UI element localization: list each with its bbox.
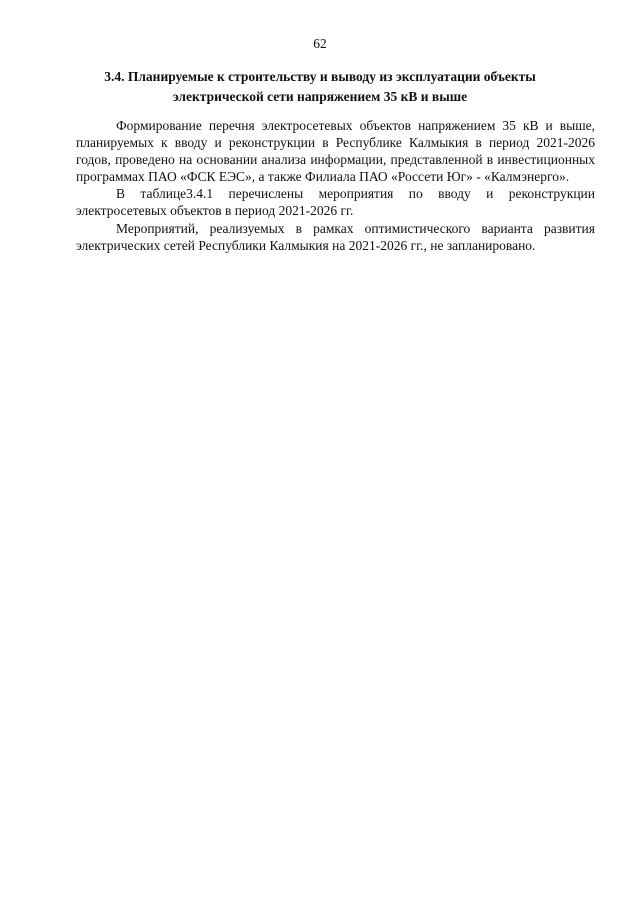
section-heading (80, 67, 560, 107)
paragraph: В таблице3.4.1 перечислены мероприятия по вводу и реконструкции электросетевых объектов в период 2021-2026 гг. (76, 186, 595, 219)
section-heading-line-1: 3.4. Планируемые к строительству и выводу из эксплуатации объекты (104, 69, 536, 84)
body-text (76, 117, 595, 254)
page-number: 62 (313, 36, 327, 51)
paragraph: Формирование перечня электросетевых объектов напряжением 35 кВ и выше, планируемых к вводу и реконструкции в Республике Калмыкия в период 2021-2026 годов, проведено на основании анализа информации, представленной в инвестиционных программах ПАО «ФСК ЕЭС», а также Филиала ПАО «Россети Юг» - «Калмэнерго». (76, 118, 595, 185)
paragraph: Мероприятий, реализуемых в рамках оптимистического варианта развития электрических сетей Республики Калмыкия на 2021-2026 гг., не запланировано. (76, 220, 595, 253)
section-heading-line-2: электрической сети напряжением 35 кВ и выше (172, 89, 468, 104)
